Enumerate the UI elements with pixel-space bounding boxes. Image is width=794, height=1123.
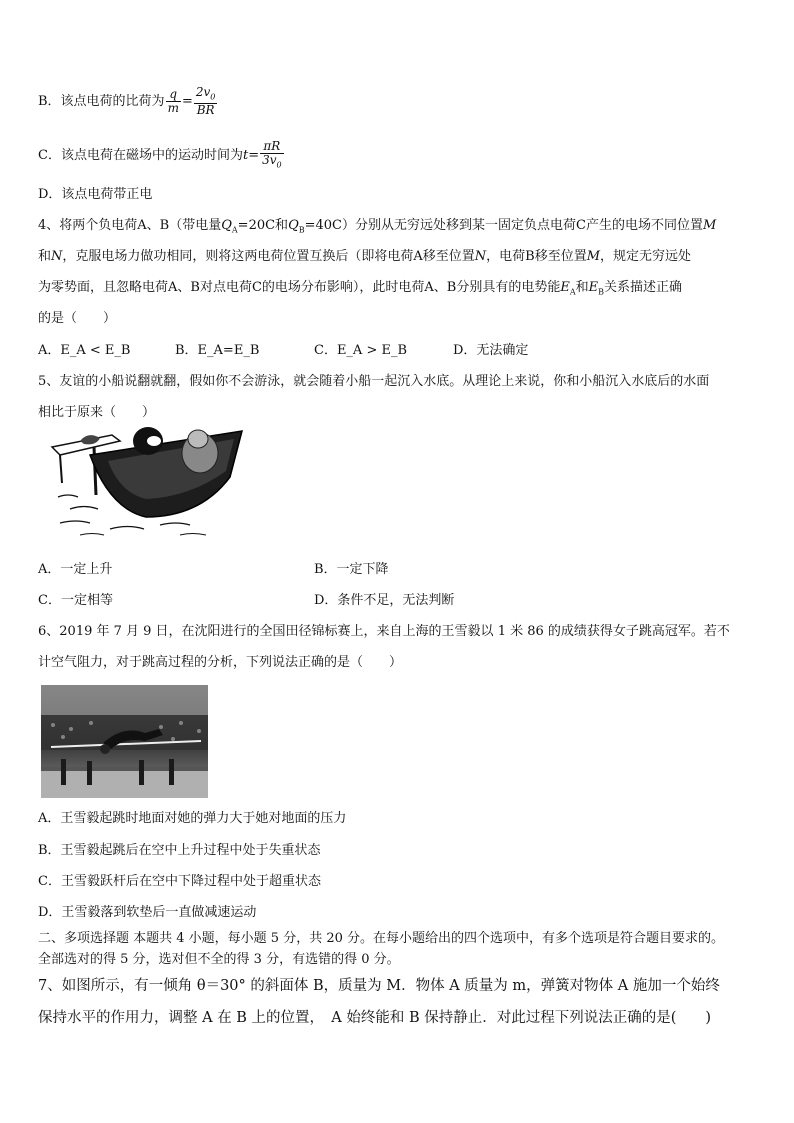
q4-option-a: A．E_A < E_B xyxy=(38,343,131,358)
text: ，规定无穷远处 xyxy=(600,249,692,264)
variable-q: Q xyxy=(221,218,232,233)
fraction-2v0-over-br xyxy=(194,86,218,117)
q4-option-b: B．E_A=E_B xyxy=(175,343,260,358)
text: =20C和 xyxy=(237,218,289,233)
q4-option-c: C．E_A > E_B xyxy=(314,343,408,358)
q4-line-3 xyxy=(38,280,682,301)
text: 和 xyxy=(38,249,52,264)
variable-t: t xyxy=(242,148,249,164)
frac-num xyxy=(194,86,218,104)
subscript: A xyxy=(231,225,238,235)
subscript: B xyxy=(298,225,305,235)
text: ，克服电场力做功相同，则将这两电荷位置互换后（即将电荷A移至位置 xyxy=(62,249,475,264)
variable-e: E xyxy=(588,280,599,295)
frac-den-text: 3v xyxy=(262,153,277,167)
q4-option-d: D．无法确定 xyxy=(453,343,529,358)
text: =40C）分别从无穷远处移到某一固定负点电荷C产生的电场不同位置 xyxy=(304,218,703,233)
equals-sign: = xyxy=(181,94,193,110)
text: 为零势面，且忽略电荷A、B对点电荷C的电场分布影响），此时电荷A、B分别具有的电势能 xyxy=(38,280,561,295)
subscript: 0 xyxy=(276,160,282,170)
q6-option-a: A．王雪毅起跳时地面对她的弹力大于她对地面的压力 xyxy=(38,811,347,826)
q3-option-b-text: B．该点电荷的比荷为 xyxy=(38,94,165,110)
subscript: A xyxy=(569,287,576,297)
variable-n: N xyxy=(474,249,487,264)
subscript: B xyxy=(598,287,605,297)
boat-illustration xyxy=(50,425,245,540)
text: 4、将两个负电荷A、B（带电量 xyxy=(38,218,222,233)
text: ，电荷B移至位置 xyxy=(486,249,587,264)
boat-icon xyxy=(50,425,245,540)
frac-num-text: 2v xyxy=(195,85,211,99)
high-jump-icon xyxy=(41,685,208,798)
q3-option-c xyxy=(38,140,285,171)
q6-option-d: D．王雪毅落到软垫后一直做减速运动 xyxy=(38,905,257,920)
section-2-line-1: 二、多项选择题 本题共 4 小题，每小题 5 分，共 20 分。在每小题给出的四个选项中，有多个选项是符合题目要求的。 xyxy=(38,931,725,946)
text: 关系描述正确 xyxy=(604,280,683,295)
subscript: 0 xyxy=(210,92,216,102)
frac-den: m xyxy=(167,101,179,116)
q4-line-2 xyxy=(38,249,691,265)
variable-m: M xyxy=(586,249,601,264)
variable-q: Q xyxy=(288,218,299,233)
variable-n: N xyxy=(51,249,63,264)
q3-option-d: D．该点电荷带正电 xyxy=(38,187,153,202)
q7-line-1: 7、如图所示，有一倾角 θ＝30° 的斜面体 B，质量为 M．物体 A 质量为 m，弹簧对物体 A 施加一个始终 xyxy=(38,978,720,994)
frac-den: BR xyxy=(196,103,215,118)
q5-line-2: 相比于原来（ ） xyxy=(38,405,156,420)
q5-option-c: C．一定相等 xyxy=(38,593,113,608)
q4-line-1 xyxy=(38,218,716,239)
frac-num: πR xyxy=(260,140,284,154)
fraction-pir-over-3v0 xyxy=(260,140,284,171)
q6-line-1: 6、2019 年 7 月 9 日，在沈阳进行的全国田径锦标赛上，来自上海的王雪毅以 1 米 86 的成绩获得女子跳高冠军。若不 xyxy=(38,624,730,639)
high-jump-photo xyxy=(41,685,208,798)
fraction-q-over-m xyxy=(166,88,181,115)
q4-line-4: 的是（ ） xyxy=(38,311,117,326)
q6-line-2: 计空气阻力，对于跳高过程的分析，下列说法正确的是（ ） xyxy=(38,655,403,670)
q3-option-c-text: C．该点电荷在磁场中的运动时间为 xyxy=(38,148,243,164)
variable-m: M xyxy=(702,218,717,233)
q6-option-c: C．王雪毅跃杆后在空中下降过程中处于超重状态 xyxy=(38,874,321,889)
frac-den xyxy=(260,154,284,171)
variable-e: E xyxy=(560,280,570,295)
q5-option-a: A．一定上升 xyxy=(38,562,113,577)
q3-option-b xyxy=(38,86,218,117)
q5-option-d: D．条件不足，无法判断 xyxy=(314,593,455,608)
text: 和 xyxy=(575,280,589,295)
q5-line-1: 5、友谊的小船说翻就翻，假如你不会游泳，就会随着小船一起沉入水底。从理论上来说，你和小船沉入水底后的水面 xyxy=(38,374,710,389)
frac-num: q xyxy=(166,88,181,102)
q6-option-b: B．王雪毅起跳后在空中上升过程中处于失重状态 xyxy=(38,843,321,858)
section-2-line-2: 全部选对的得 5 分，选对但不全的得 3 分，有选错的得 0 分。 xyxy=(38,952,400,967)
equals-sign: = xyxy=(248,148,260,164)
q5-option-b: B．一定下降 xyxy=(314,562,389,577)
q7-line-2: 保持水平的作用力，调整 A 在 B 上的位置， A 始终能和 B 保持静止．对此过程下列说法正确的是( ) xyxy=(38,1010,712,1026)
